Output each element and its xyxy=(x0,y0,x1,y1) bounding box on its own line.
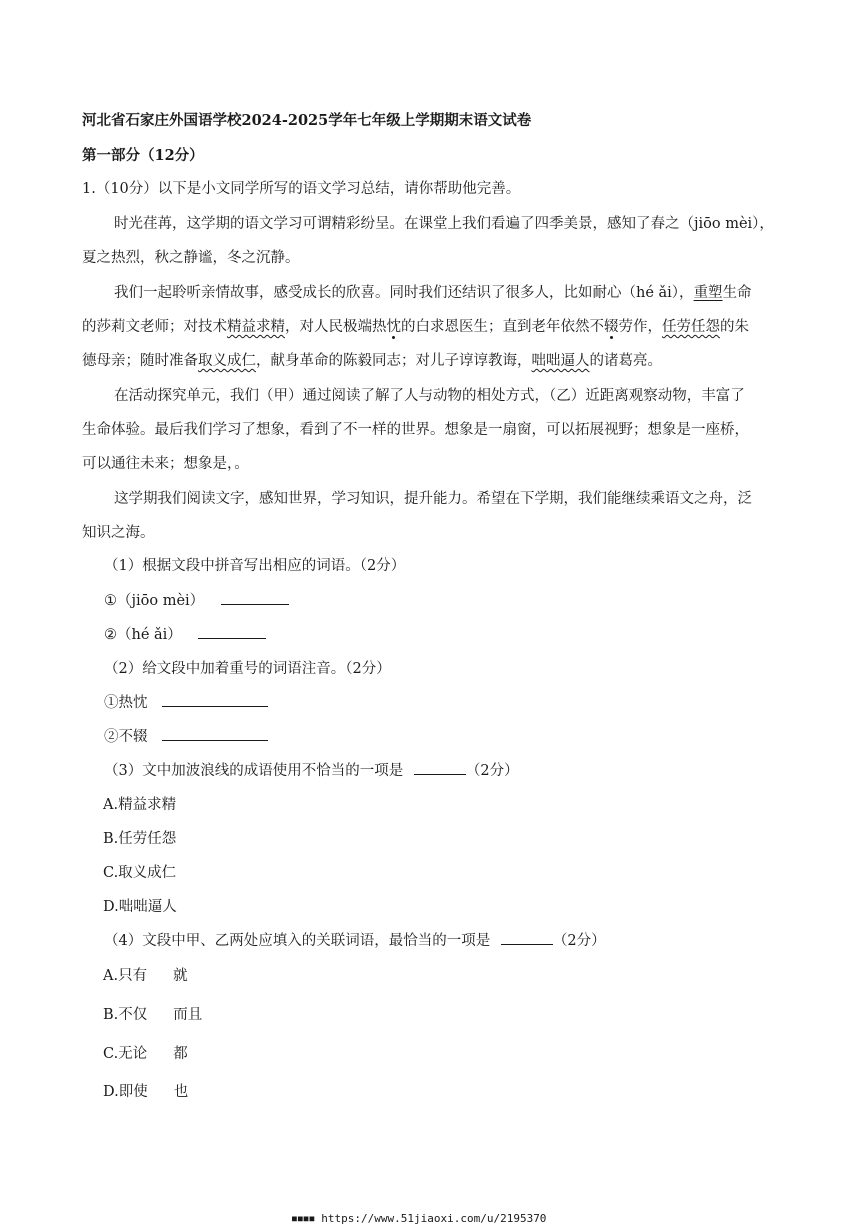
item-label: ②不辍 xyxy=(104,729,148,745)
answer-blank[interactable] xyxy=(198,625,266,639)
score: （2分） xyxy=(465,763,519,779)
paragraph-2-line-2 xyxy=(82,317,782,337)
option-c[interactable] xyxy=(103,1044,803,1064)
footer-watermark xyxy=(292,1212,546,1225)
wavy-idiom: 精益求精 xyxy=(227,319,285,335)
sub-question-2: （2）给文段中加着重号的词语注音。（2分） xyxy=(104,661,391,677)
paragraph-3-line-1: 在活动探究单元，我们（甲）通过阅读了解了人与动物的相处方式，（乙）近距离观察动物，丰富了 xyxy=(114,388,745,404)
option-second-word: 都 xyxy=(173,1046,188,1062)
underlined-word: 重塑 xyxy=(693,285,723,301)
text-run: 我们一起聆听亲情故事，感受成长的欣喜。同时我们还结识了很多人，比如耐心（hé ǎi）， xyxy=(114,285,694,301)
emphasis-dot-char: 辍 xyxy=(604,319,619,335)
paragraph-4-line-1: 这学期我们阅读文字，感知世界，学习知识，提升能力。希望在下学期，我们能继续乘语文之舟，泛 xyxy=(114,491,752,507)
option-label: D.即使 xyxy=(103,1084,148,1100)
wavy-idiom: 任劳任怨 xyxy=(662,319,720,335)
footer-marks: ■■■■ xyxy=(292,1214,316,1223)
text-run: 的莎莉文老师；对技术 xyxy=(82,319,227,335)
text-run: 的诸葛亮。 xyxy=(589,353,662,369)
text-run: 的朱 xyxy=(720,319,749,335)
part-heading: 第一部分（12分） xyxy=(82,147,204,164)
score: （2分） xyxy=(552,933,606,949)
option-label: B.不仅 xyxy=(103,1007,148,1023)
sub-question-1: （1）根据文段中拼音写出相应的词语。（2分） xyxy=(104,558,406,574)
paragraph-2-line-1 xyxy=(114,283,814,303)
answer-blank[interactable] xyxy=(162,727,268,741)
paragraph-2-line-3 xyxy=(82,351,782,371)
document-title: 河北省石家庄外国语学校2024-2025学年七年级上学期期末语文试卷 xyxy=(82,112,532,129)
answer-blank[interactable] xyxy=(501,931,553,945)
text-run: 的白求恩医生；直到老年依然不 xyxy=(401,319,604,335)
text-run: 德母亲；随时准备 xyxy=(82,353,198,369)
item-label: ①（jiōo mèi） xyxy=(104,593,205,609)
paragraph-3-line-2: 生命体验。最后我们学习了想象，看到了不一样的世界。想象是一扇窗，可以拓展视野；想象是一座桥， xyxy=(82,422,749,438)
option-second-word: 也 xyxy=(173,1084,189,1100)
sub-question-4 xyxy=(104,931,804,951)
option-second-word: 而且 xyxy=(173,1007,203,1023)
sub-question-3 xyxy=(104,761,804,781)
option-c[interactable]: C.取义成仁 xyxy=(103,865,177,881)
wavy-idiom: 取义成仁 xyxy=(198,353,256,369)
item-label: ②（hé ǎi） xyxy=(104,627,182,643)
paragraph-4-line-2: 知识之海。 xyxy=(82,525,155,541)
option-a[interactable]: A.精益求精 xyxy=(103,797,177,813)
option-d[interactable] xyxy=(103,1082,803,1102)
paragraph-1-line-1: 时光荏苒，这学期的语文学习可谓精彩纷呈。在课堂上我们看遍了四季美景，感知了春之（jiōo mèi）， xyxy=(114,216,774,232)
wavy-idiom: 咄咄逼人 xyxy=(531,353,590,369)
question-text: （3）文中加波浪线的成语使用不恰当的一项是 xyxy=(104,763,404,779)
answer-blank[interactable] xyxy=(221,591,289,605)
option-d[interactable]: D.咄咄逼人 xyxy=(103,899,177,915)
text-run: ，献身革命的陈毅同志；对儿子谆谆教诲， xyxy=(256,353,532,369)
sub-question-1-item-b xyxy=(104,625,804,645)
option-label: A.只有 xyxy=(103,968,148,984)
sub-question-2-item-a xyxy=(104,693,804,713)
text-run: 劳作， xyxy=(618,319,662,335)
paragraph-3-line-3: 可以通往未来；想象是，。 xyxy=(82,456,249,472)
option-label: C.无论 xyxy=(103,1046,148,1062)
answer-blank[interactable] xyxy=(414,761,466,775)
option-a[interactable] xyxy=(103,966,803,986)
answer-blank[interactable] xyxy=(162,693,268,707)
question-text: （4）文段中甲、乙两处应填入的关联词语，最恰当的一项是 xyxy=(104,933,491,949)
emphasis-dot-char: 忱 xyxy=(386,319,401,335)
sub-question-1-item-a xyxy=(104,591,804,611)
paragraph-1-line-2: 夏之热烈，秋之静谧，冬之沉静。 xyxy=(82,250,300,266)
option-b[interactable]: B.任劳任怨 xyxy=(103,831,177,847)
footer-url[interactable]: https://www.51jiaoxi.com/u/2195370 xyxy=(321,1212,547,1225)
question-1-prompt: 1.（10分）以下是小文同学所写的语文学习总结，请你帮助他完善。 xyxy=(82,181,521,197)
text-run: 生命 xyxy=(722,285,752,301)
text-run: ，对人民极端热 xyxy=(285,319,387,335)
option-b[interactable] xyxy=(103,1005,803,1025)
item-label: ①热忱 xyxy=(104,695,148,711)
option-second-word: 就 xyxy=(173,968,188,984)
sub-question-2-item-b xyxy=(104,727,804,747)
